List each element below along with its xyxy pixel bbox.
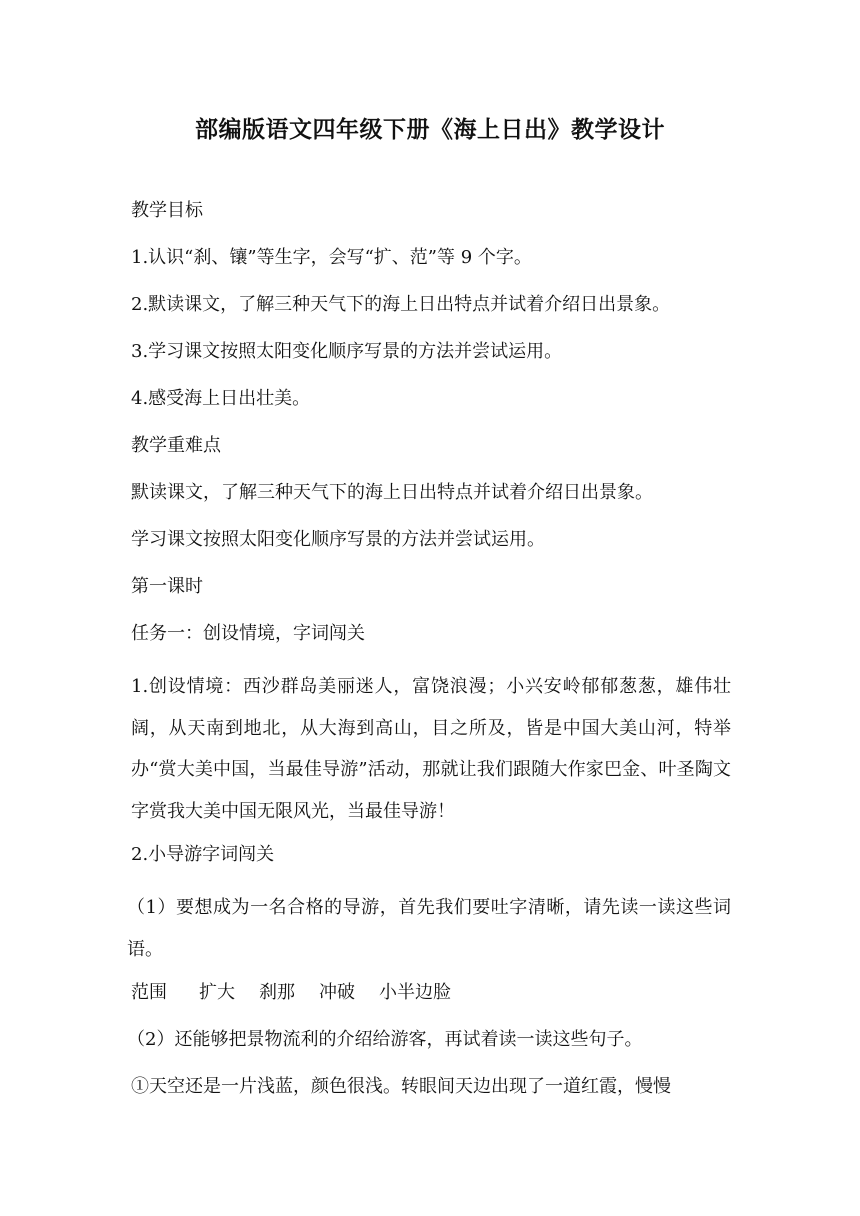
goal-item-2: 2.默读课文，了解三种天气下的海上日出特点并试着介绍日出景象。 bbox=[131, 294, 671, 315]
example-sentence-1: ①天空还是一片浅蓝，颜色很浅。转眼间天边出现了一道红霞，慢慢 bbox=[131, 1076, 671, 1097]
task1-step1: 1.创设情境：西沙群岛美丽迷人，富饶浪漫；小兴安岭郁郁葱葱，雄伟壮阔，从天南到地北，从大海到高山，目之所及，皆是中国大美山河，特举办“赏大美中国，当最佳导游”活动，那就让我们跟随大作家巴金、叶圣陶文字赏我大美中国无限风光，当最佳导游！ bbox=[131, 676, 731, 822]
word-item: 刹那 bbox=[259, 982, 295, 1003]
vocabulary-words bbox=[131, 978, 731, 1008]
sub-item-1: （1）要想成为一名合格的导游，首先我们要吐字清晰，请先读一读这些词语。 bbox=[127, 897, 731, 960]
goal-item-3: 3.学习课文按照太阳变化顺序写景的方法并尝试运用。 bbox=[131, 341, 563, 362]
word-item: 扩大 bbox=[199, 982, 235, 1003]
key-point-2: 学习课文按照太阳变化顺序写景的方法并尝试运用。 bbox=[131, 529, 545, 550]
sub-item-2: （2）还能够把景物流利的介绍给游客，再试着读一读这些句子。 bbox=[127, 1029, 643, 1050]
key-points-heading: 教学重难点 bbox=[131, 435, 221, 456]
goal-item-4: 4.感受海上日出壮美。 bbox=[131, 388, 311, 409]
goals-heading: 教学目标 bbox=[131, 200, 203, 221]
task1-step2: 2.小导游字词闯关 bbox=[131, 844, 275, 865]
document-title: 部编版语文四年级下册《海上日出》教学设计 bbox=[195, 117, 665, 143]
lesson-heading: 第一课时 bbox=[131, 576, 203, 597]
word-item: 小半边脸 bbox=[379, 982, 451, 1003]
task1-heading: 任务一：创设情境，字词闯关 bbox=[131, 623, 365, 644]
key-point-1: 默读课文，了解三种天气下的海上日出特点并试着介绍日出景象。 bbox=[131, 482, 653, 503]
word-item: 范围 bbox=[131, 982, 167, 1003]
goal-item-1: 1.认识“刹、镶”等生字，会写“扩、范”等 9 个字。 bbox=[131, 247, 532, 268]
document-body bbox=[127, 196, 731, 1119]
word-item: 冲破 bbox=[319, 982, 355, 1003]
